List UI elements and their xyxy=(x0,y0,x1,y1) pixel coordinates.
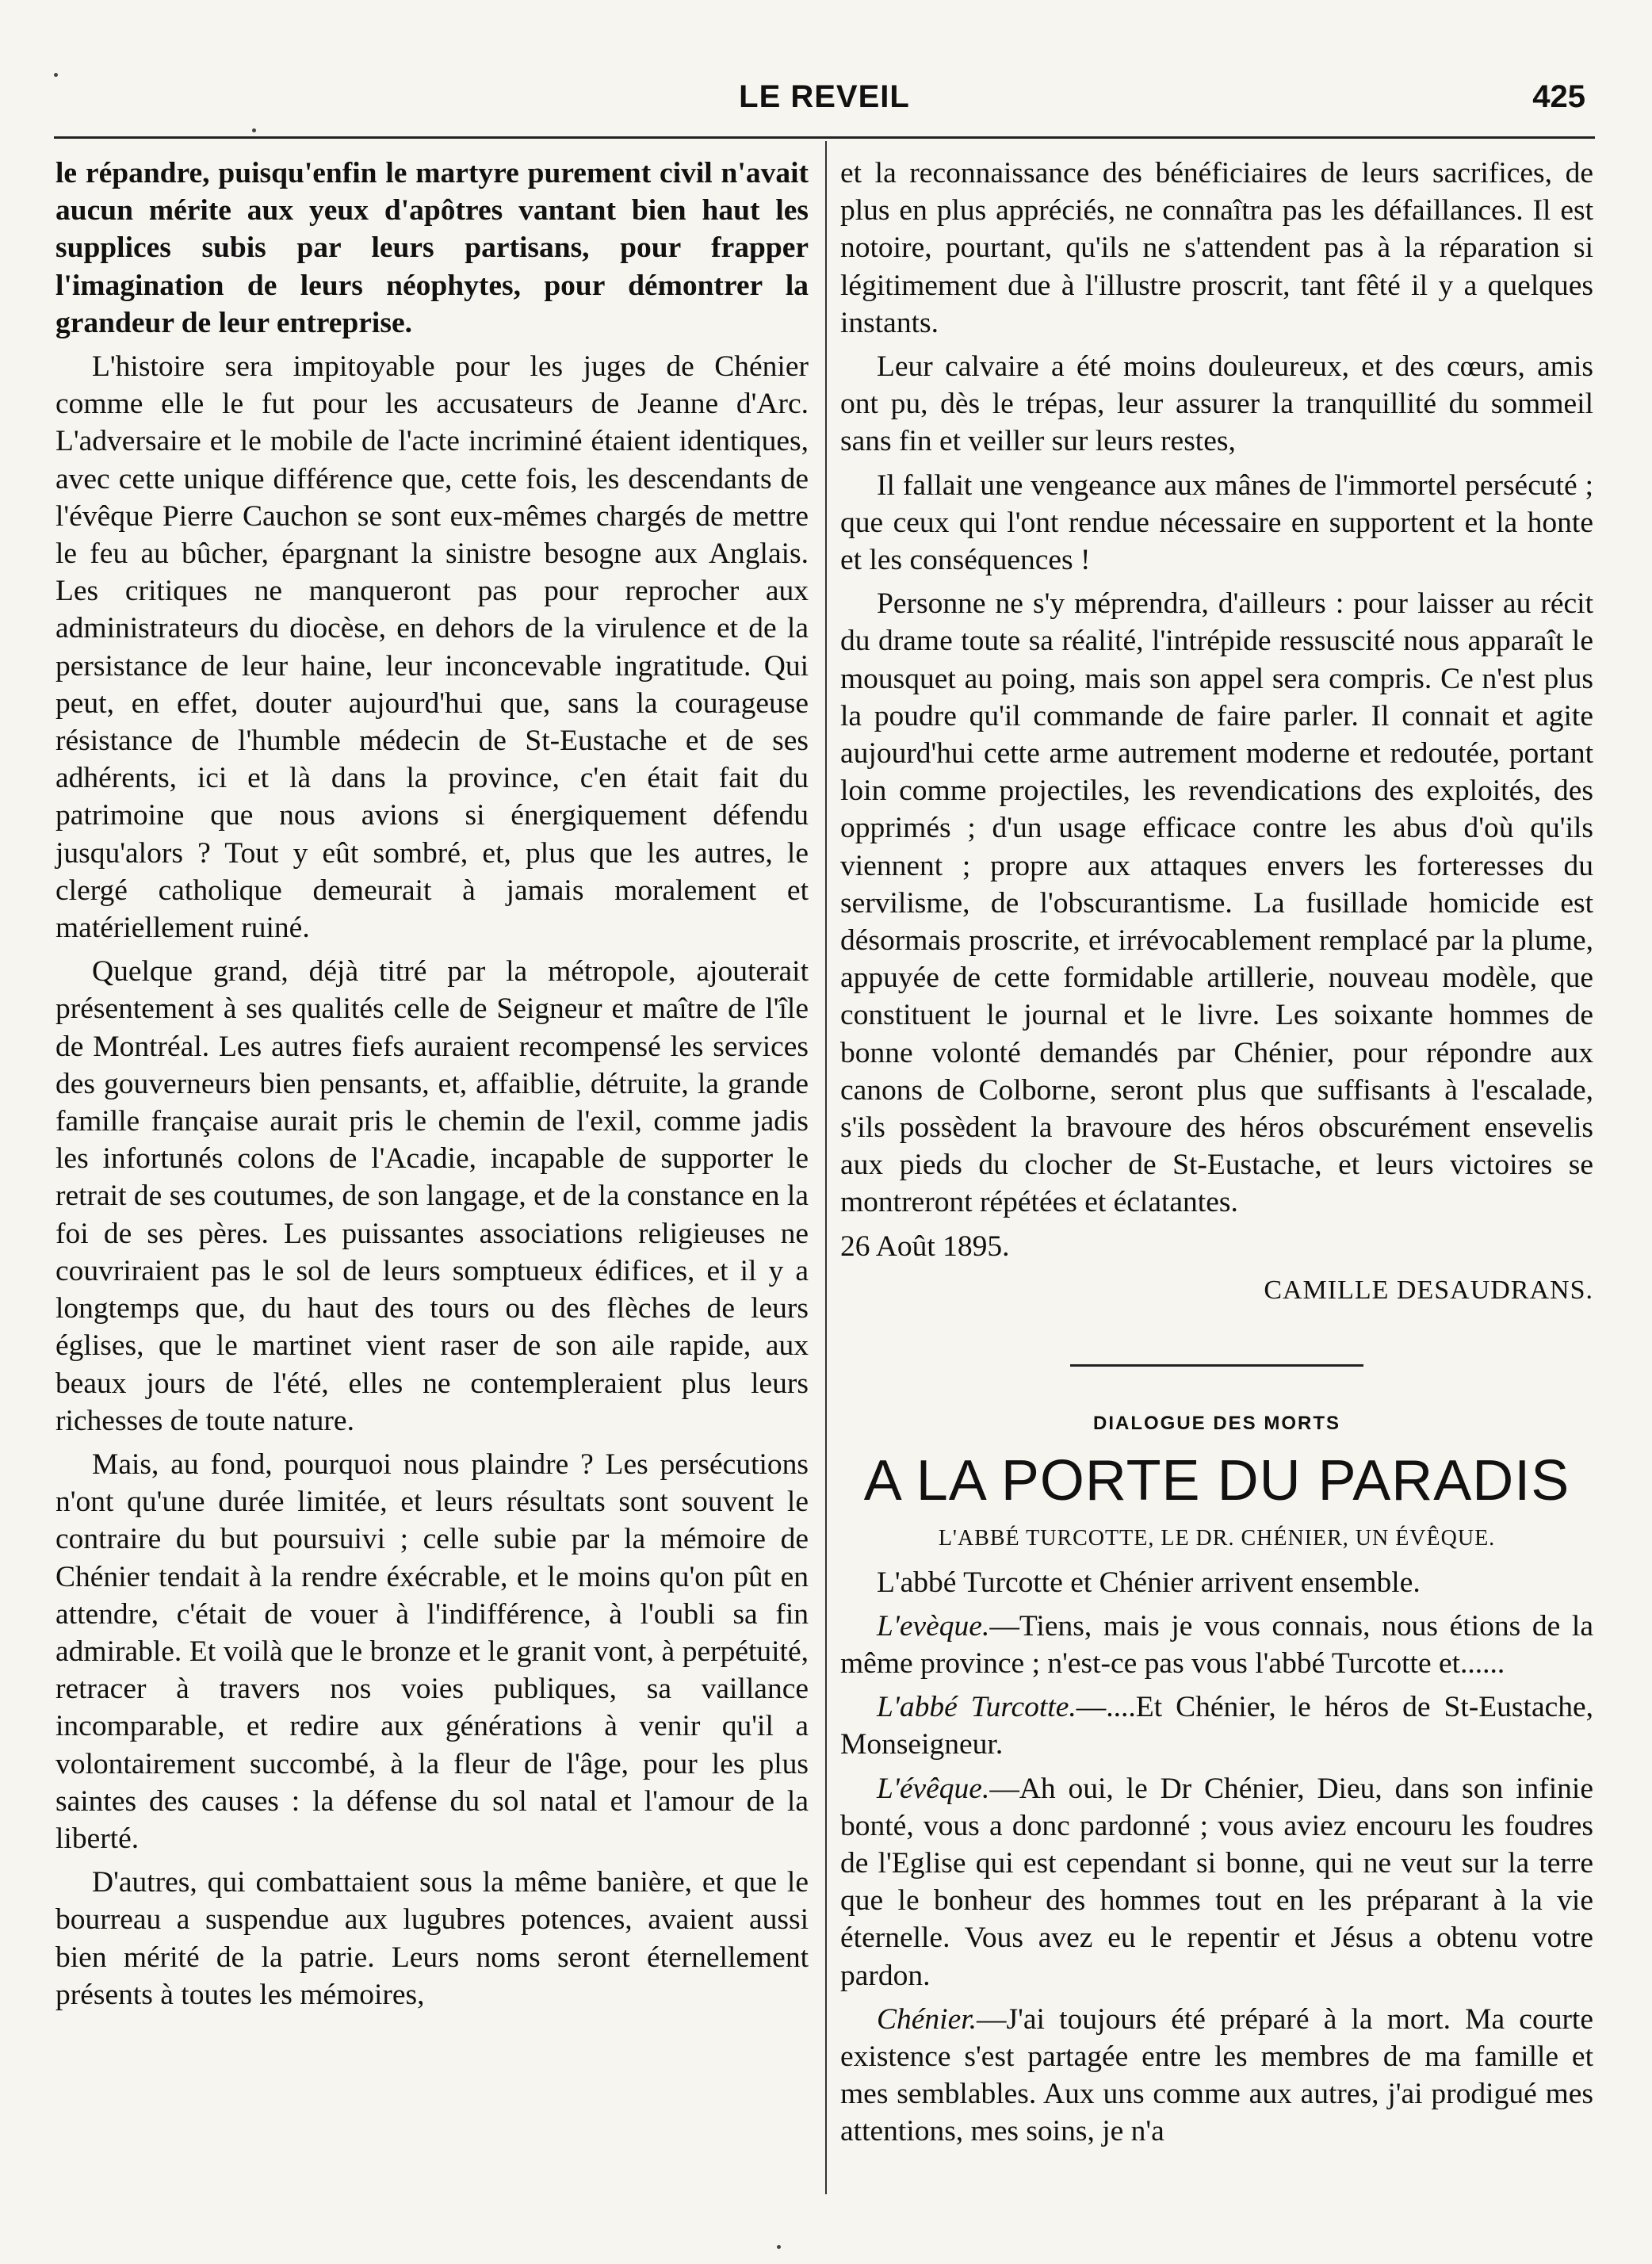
speaker-name: Chénier. xyxy=(877,2002,977,2036)
article-kicker: DIALOGUE DES MORTS xyxy=(1092,1413,1340,1435)
dialogue-text: —Ah oui, le Dr Chénier, Dieu, dans son infinie bonté, vous a donc pardonné ; vous aviez encouru les foudres de l'Eglise qui est cependant si bonne, qui ne veut sur la terre que le bonheur des hommes tout en les préparant à la vie éternelle. Vous avez eu le repentir et Jésus a obtenu votre pardon. xyxy=(840,1772,1593,1992)
right-column xyxy=(840,155,1593,2157)
page-number: 425 xyxy=(1532,79,1585,114)
paragraph: Mais, au fond, pourquoi nous plaindre ? Les persécutions n'ont qu'une durée limitée, et leurs résultats sont souvent le contraire du but poursuivi ; celle subie par la mémoire de Chénier tendait à la rendre éxécrable, et le moins qu'on pût en attendre, c'était de vouer à l'indifférence, à l'oubli sa fin admirable. Et voilà que le bronze et le granit vont, à perpétuité, retracer à travers nos voies publiques, sa vaillance incomparable, et redire aux générations à venir qu'il a volontairement succombé, à la fleur de l'âge, pour les plus saintes des causes : la défense du sol natal et l'amour de la liberté. xyxy=(55,1448,809,1855)
article-date: 26 Août 1895. xyxy=(840,1230,1010,1263)
paragraph: Quelque grand, déjà titré par la métropole, ajouterait présentement à ses qualités celle de Seigneur et maître de l'île de Montréal. Les autres fiefs auraient recompensé les services des gouverneurs bien pensants, et, affaiblie, détruite, la grande famille française aurait pris le chemin de l'exil, comme jadis les infortunés colons de l'Acadie, incapable de supporter le retrait de ses coutumes, de son langage, et de la constance en la foi de ses pères. Les puissantes associations religieuses ne couvriraient pas le sol de leurs somptueux édifices, et il y a longtemps que, du haut des tours ou des flèches de leurs églises, que le martinet vient raser de son aile rapide, aux beaux jours de l'été, elles ne contempleraient plus leurs richesses de toute nature. xyxy=(55,955,809,1437)
paper-speck xyxy=(252,128,256,132)
speaker-name: L'evèque. xyxy=(877,1609,990,1643)
dialogue-text: —Tiens, mais je vous connais, nous étions de la même province ; n'est-ce pas vous l'abbé Turcotte et...... xyxy=(840,1609,1593,1680)
column-divider xyxy=(825,141,827,2194)
dialogue-text: —....Et Chénier, le héros de St-Eustache, Monseigneur. xyxy=(840,1691,1594,1761)
journal-title: LE REVEIL xyxy=(739,79,910,114)
running-header xyxy=(55,79,1593,127)
paragraph: Il fallait une vengeance aux mânes de l'immortel persécuté ; que ceux qui l'ont rendue nécessaire en supportent et la honte et les conséquences ! xyxy=(840,468,1593,577)
stage-direction: L'abbé Turcotte et Chénier arrivent ensemble. xyxy=(877,1566,1421,1599)
author-signature: CAMILLE DESAUDRANS. xyxy=(1264,1275,1593,1305)
paragraph: Leur calvaire a été moins douleureux, et des cœurs, amis ont pu, dès le trépas, leur assurer la tranquillité du sommeil sans fin et veiller sur leurs restes, xyxy=(840,350,1593,458)
dialogue-line xyxy=(840,1688,1593,1763)
header-rule xyxy=(54,136,1595,139)
paper-speck xyxy=(54,73,58,77)
paper-speck xyxy=(777,2245,781,2249)
paragraph: L'histoire sera impitoyable pour les juges de Chénier comme elle le fut pour les accusateurs de Jeanne d'Arc. L'adversaire et le mobile de l'acte incriminé étaient identiques, avec cette unique différence que, cette fois, les descendants de l'évêque Pierre Cauchon se sont eux-mêmes chargés de mettre le feu au bûcher, épargnant la sinistre besogne aux Anglais. Les critiques ne manqueront pas pour reprocher aux administrateurs du diocèse, en dehors de la virulence et de la persistance de leur haine, leur inconcevable ingratitude. Qui peut, en effet, douter aujourd'hui que, sans la courageuse résistance de l'humble médecin de St-Eustache et de ses adhérents, ici et là dans la province, c'en était fait du patrimoine que nous avions si énergiquement défendu jusqu'alors ? Tout y eût sombré, et, plus que les autres, le clergé catholique demeurait à jamais moralement et matériellement ruiné. xyxy=(55,350,809,945)
dialogue-line xyxy=(840,1770,1593,1994)
section-rule xyxy=(1070,1364,1363,1367)
paragraph: Personne ne s'y méprendra, d'ailleurs : pour laisser au récit du drame toute sa réalité, l'intrépide ressuscité nous apparaît le mousquet au poing, mais son appel sera compris. Ce n'est plus la poudre qu'il commande de faire parler. Il connait et agite aujourd'hui cette arme autrement moderne et redoutée, portant loin comme projectiles, les revendications des exploités, des opprimés ; d'un usage efficace contre les abus d'où qu'ils viennent ; propre aux attaques envers les forteresses du servilisme, de l'obscurantisme. La fusillade homicide est désormais proscrite, et irrévocablement remplacé par la plume, appuyée de cette formidable artillerie, nouveau modèle, que constituent le journal et le livre. Les soixante hommes de bonne volonté demandés par Chénier, pour répondre aux canons de Colborne, seront plus que suffisants à l'escalade, s'ils possèdent la bravoure des héros obscurément ensevelis aux pieds du clocher de St-Eustache, et leurs victoires se montreront répétées et éclatantes. xyxy=(840,587,1593,1219)
speaker-name: L'évêque. xyxy=(877,1772,990,1805)
paragraph: et la reconnaissance des bénéficiaires de leurs sacrifices, de plus en plus appréciés, ne connaîtra pas les défaillances. Il est notoire, pourtant, qu'ils ne s'attendent pas à la réparation si légitimement due à l'illustre proscrit, tant fêté il y a quelques instants. xyxy=(840,157,1593,339)
paragraph: le répandre, puisqu'enfin le martyre purement civil n'avait aucun mérite aux yeux d'apôtres vantant bien haut les supplices subis par leurs partisans, pour frapper l'imagination de leurs néophytes, pour démontrer la grandeur de leur entreprise. xyxy=(55,157,809,339)
left-column xyxy=(55,155,809,2020)
dialogue-line xyxy=(840,1608,1593,1682)
dialogue-text: —J'ai toujours été préparé à la mort. Ma courte existence s'est partagée entre les membres de ma famille et mes semblables. Aux uns comme aux autres, j'ai prodigué mes attentions, mes soins, je n'a xyxy=(840,2002,1593,2148)
speaker-name: L'abbé Turcotte. xyxy=(877,1691,1076,1724)
paragraph: D'autres, qui combattaient sous la même banière, et que le bourreau a suspendue aux lugubres potences, avaient aussi bien mérité de la patrie. Leurs noms seront éternellement présents à toutes les mémoires, xyxy=(55,1866,809,2011)
article-headline: A LA PORTE DU PARADIS xyxy=(863,1449,1570,1513)
article-subhead: L'ABBÉ TURCOTTE, LE DR. CHÉNIER, UN ÉVÊQUE. xyxy=(938,1526,1496,1551)
dialogue-line xyxy=(840,2001,1593,2151)
